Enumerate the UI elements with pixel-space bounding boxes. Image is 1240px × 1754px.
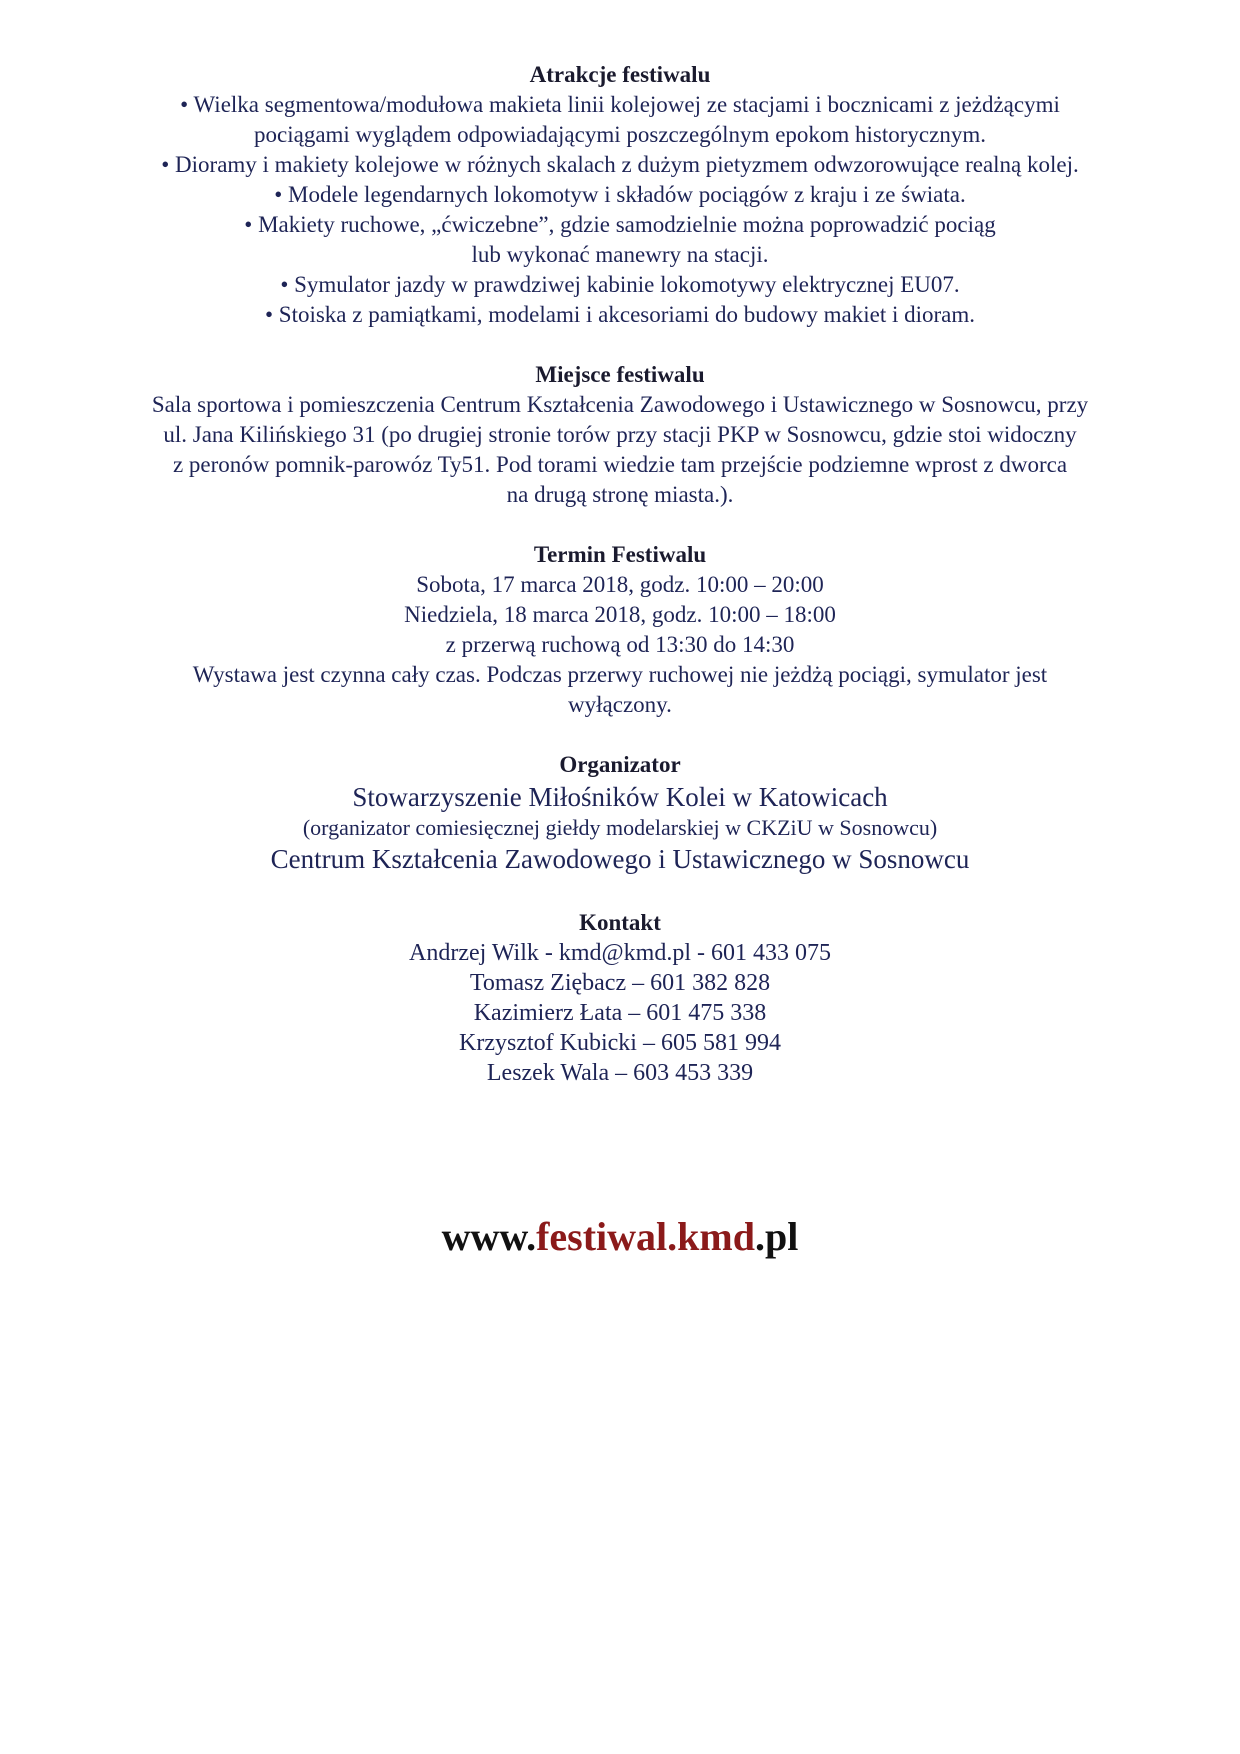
place-line: na drugą stronę miasta.). [506, 482, 734, 507]
website-link[interactable] [60, 1212, 1180, 1262]
place-section [60, 360, 1180, 510]
contact-heading: Kontakt [579, 910, 661, 935]
term-section [60, 540, 1180, 720]
website-accent: festiwal.kmd [536, 1214, 755, 1259]
attraction-line: • Makiety ruchowe, „ćwiczebne”, gdzie samodzielnie można poprowadzić pociąg [244, 212, 996, 237]
place-line: z peronów pomnik-parowóz Ty51. Pod torami wiedzie tam przejście podziemne wprost z dworca [172, 452, 1068, 477]
attractions-section [60, 60, 1180, 330]
term-line: Sobota, 17 marca 2018, godz. 10:00 – 20:00 [416, 572, 824, 597]
contact-line: Krzysztof Kubicki – 605 581 994 [459, 1030, 781, 1056]
organizer-section [60, 750, 1180, 876]
term-line: z przerwą ruchową od 13:30 do 14:30 [445, 632, 795, 657]
organizer-name-secondary: Centrum Kształcenia Zawodowego i Ustawicznego w Sosnowcu [270, 844, 970, 874]
website-prefix: www. [441, 1214, 537, 1259]
term-line: wyłączony. [568, 692, 672, 717]
contact-line: Tomasz Ziębacz – 601 382 828 [469, 970, 771, 996]
place-line: Sala sportowa i pomieszczenia Centrum Kształcenia Zawodowego i Ustawicznego w Sosnowcu, przy [151, 392, 1089, 417]
attraction-line: • Dioramy i makiety kolejowe w różnych skalach z dużym pietyzmem odwzorowujące realną kolej. [161, 152, 1079, 177]
organizer-name-primary: Stowarzyszenie Miłośników Kolei w Katowicach [352, 782, 888, 812]
place-line: ul. Jana Kilińskiego 31 (po drugiej stronie torów przy stacji PKP w Sosnowcu, gdzie stoi widoczny [163, 422, 1077, 447]
organizer-heading: Organizator [559, 752, 681, 777]
contact-section [60, 908, 1180, 1088]
attraction-line: • Modele legendarnych lokomotyw i składów pociągów z kraju i ze świata. [274, 182, 966, 207]
place-heading: Miejsce festiwalu [535, 362, 705, 387]
attraction-line: lub wykonać manewry na stacji. [471, 242, 769, 267]
contact-line: Kazimierz Łata – 601 475 338 [473, 1000, 767, 1026]
contact-line: Andrzej Wilk - kmd@kmd.pl - 601 433 075 [409, 940, 831, 966]
organizer-note: (organizator comiesięcznej giełdy modelarskiej w CKZiU w Sosnowcu) [302, 815, 938, 840]
website-suffix: .pl [754, 1214, 799, 1259]
contact-line: Leszek Wala – 603 453 339 [486, 1060, 754, 1086]
attractions-heading: Atrakcje festiwalu [529, 62, 711, 87]
attraction-line: • Stoiska z pamiątkami, modelami i akcesoriami do budowy makiet i dioram. [264, 302, 976, 327]
attraction-line: • Symulator jazdy w prawdziwej kabinie lokomotywy elektrycznej EU07. [280, 272, 960, 297]
term-line: Wystawa jest czynna cały czas. Podczas przerwy ruchowej nie jeżdżą pociągi, symulator jest [192, 662, 1048, 687]
attraction-line: pociągami wyglądem odpowiadającymi poszczególnym epokom historycznym. [254, 122, 986, 147]
term-heading: Termin Festiwalu [533, 542, 707, 567]
term-line: Niedziela, 18 marca 2018, godz. 10:00 – 18:00 [404, 602, 836, 627]
attraction-line: • Wielka segmentowa/modułowa makieta linii kolejowej ze stacjami i bocznicami z jeżdżącymi [180, 92, 1060, 117]
